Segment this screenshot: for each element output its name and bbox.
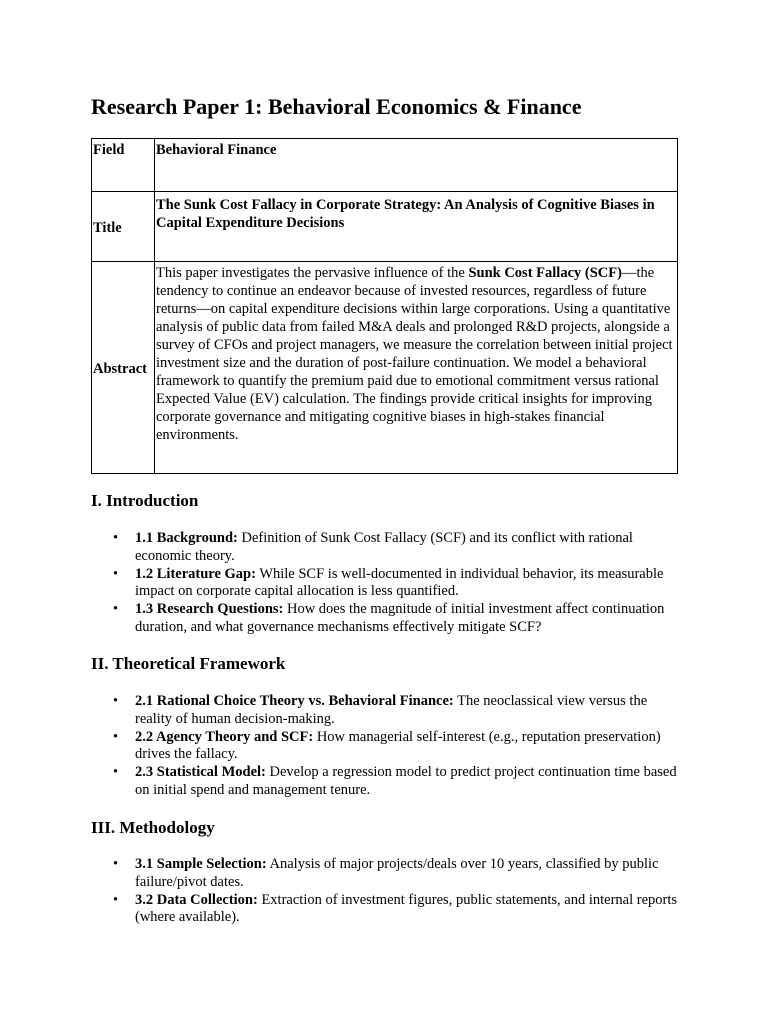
item-text: Definition of Sunk Cost Fallacy (SCF) and its conflict with rational economic theory. bbox=[135, 530, 633, 564]
methodology-list bbox=[91, 856, 681, 927]
list-item bbox=[113, 693, 681, 729]
abstract-text-rest: —the tendency to continue an endeavor because of invested resources, regardless of future returns—on capital expenditure decisions within large corporations. Using a quantitative analysis of public data from failed M&A deals and prolonged R&D projects, alongside a survey of CFOs and project managers, we measure the correlation between initial project investment size and the duration of post-failure continuation. We model a behavioral framework to quantify the premium paid due to emotional commitment versus rational Expected Value (EV) calculation. The findings provide critical insights for improving corporate governance and mitigating cognitive biases in high-stakes financial environments. bbox=[156, 265, 673, 443]
item-text: How does the magnitude of initial investment affect continuation duration, and what governance mechanisms effectively mitigate SCF? bbox=[135, 601, 665, 635]
table-row-title bbox=[92, 192, 678, 262]
introduction-list bbox=[91, 530, 681, 637]
list-item bbox=[113, 728, 681, 765]
list-item bbox=[113, 891, 681, 928]
bullet-icon: • bbox=[113, 530, 119, 546]
table-row-field bbox=[92, 139, 678, 192]
bullet-icon: • bbox=[113, 693, 119, 709]
abstract-bold-term: Sunk Cost Fallacy (SCF) bbox=[468, 265, 622, 281]
bullet-icon: • bbox=[113, 764, 119, 781]
item-heading: 2.1 Rational Choice Theory vs. Behavioral Finance: bbox=[135, 693, 454, 709]
list-item bbox=[113, 530, 681, 566]
abstract-value bbox=[155, 262, 678, 474]
section-heading-introduction: I. Introduction bbox=[91, 491, 199, 510]
item-heading: 1.2 Literature Gap: bbox=[135, 565, 256, 582]
item-text: How managerial self-interest (e.g., reputation preservation) drives the fallacy. bbox=[135, 728, 661, 763]
list-item bbox=[113, 856, 681, 892]
list-item bbox=[113, 764, 681, 800]
title-value: The Sunk Cost Fallacy in Corporate Strategy: An Analysis of Cognitive Biases in Capital Expenditure Decisions bbox=[155, 192, 678, 262]
item-heading: 2.2 Agency Theory and SCF: bbox=[135, 728, 314, 745]
item-heading: 1.1 Background: bbox=[135, 530, 238, 546]
section-heading-theoretical-framework: II. Theoretical Framework bbox=[91, 654, 286, 673]
item-heading: 3.2 Data Collection: bbox=[135, 891, 258, 908]
item-heading: 2.3 Statistical Model: bbox=[135, 764, 266, 781]
bullet-icon: • bbox=[113, 565, 119, 582]
bullet-icon: • bbox=[113, 601, 119, 618]
list-item bbox=[113, 601, 681, 637]
paper-metadata-table bbox=[91, 138, 678, 474]
table-row-abstract bbox=[92, 262, 678, 474]
document-title: Research Paper 1: Behavioral Economics & Finance bbox=[91, 94, 582, 119]
bullet-icon: • bbox=[113, 728, 119, 745]
list-item bbox=[113, 565, 681, 602]
item-text: Develop a regression model to predict project continuation time based on initial spend and management tenure. bbox=[135, 764, 677, 798]
abstract-label: Abstract bbox=[92, 262, 155, 474]
item-heading: 3.1 Sample Selection: bbox=[135, 856, 267, 872]
bullet-icon: • bbox=[113, 856, 119, 872]
abstract-text-start: This paper investigates the pervasive influence of the bbox=[156, 265, 469, 281]
section-heading-methodology: III. Methodology bbox=[91, 818, 215, 837]
item-text: Analysis of major projects/deals over 10 years, classified by public failure/pivot dates. bbox=[135, 856, 659, 890]
item-heading: 1.3 Research Questions: bbox=[135, 601, 284, 618]
theoretical-framework-list bbox=[91, 693, 681, 800]
item-text: The neoclassical view versus the reality of human decision-making. bbox=[135, 693, 648, 727]
item-text: Extraction of investment figures, public statements, and internal reports (where available). bbox=[135, 891, 678, 926]
field-value: Behavioral Finance bbox=[155, 139, 678, 192]
bullet-icon: • bbox=[113, 891, 119, 908]
field-label: Field bbox=[92, 139, 155, 192]
item-text: While SCF is well-documented in individual behavior, its measurable impact on corporate capital allocation is less quantified. bbox=[135, 565, 664, 600]
title-label: Title bbox=[92, 192, 155, 262]
